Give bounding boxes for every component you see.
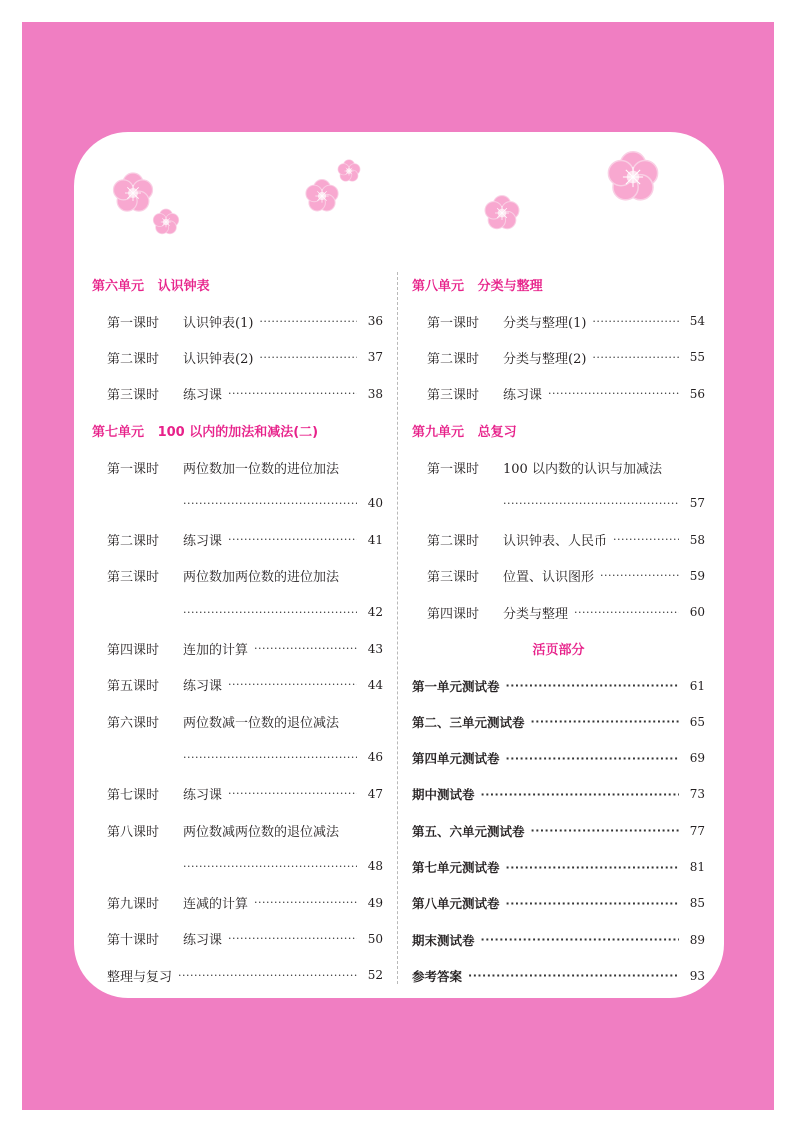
page-number: 55 — [689, 350, 705, 365]
unit-7-heading: 第七单元 100 以内的加法和减法(二) — [92, 424, 319, 440]
toc-entry-test[interactable] — [412, 776, 705, 812]
test-title: 第一单元测试卷 — [412, 678, 500, 694]
lesson-number: 第一课时 — [427, 461, 480, 477]
page-number: 77 — [689, 823, 705, 838]
page-number: 59 — [689, 568, 705, 583]
lesson-title: 认识钟表、人民币 — [503, 534, 608, 550]
toc-entry[interactable] — [92, 921, 383, 957]
test-title: 第八单元测试卷 — [412, 896, 500, 912]
dot-leader — [183, 497, 357, 510]
toc-entry[interactable] — [92, 776, 383, 812]
lesson-number: 第三课时 — [427, 570, 480, 586]
toc-entry-test[interactable] — [412, 704, 705, 740]
page-number: 57 — [689, 496, 705, 511]
test-title: 期末测试卷 — [412, 932, 475, 948]
plum-blossom-icon — [604, 148, 662, 206]
dot-leader — [574, 606, 679, 619]
lesson-number: 第五课时 — [107, 679, 160, 695]
toc-entry[interactable] — [412, 594, 705, 630]
lesson-number: 第三课时 — [107, 388, 160, 404]
lesson-number: 第二课时 — [427, 351, 480, 367]
loose-leaf-heading: 活页部分 — [532, 643, 585, 659]
test-title: 第四单元测试卷 — [412, 751, 500, 767]
test-title: 参考答案 — [412, 968, 463, 984]
lesson-number: 第三课时 — [427, 388, 480, 404]
toc-entry-continuation[interactable] — [92, 739, 383, 775]
dot-leader — [600, 569, 679, 582]
lesson-title: 练习课 — [183, 933, 223, 949]
page-number: 93 — [689, 968, 705, 983]
dot-leader — [254, 896, 357, 909]
page-number: 46 — [367, 750, 383, 765]
lesson-title: 认识钟表(1) — [183, 315, 254, 331]
page-number: 37 — [367, 350, 383, 365]
dot-leader — [259, 315, 357, 328]
lesson-number: 第八课时 — [107, 824, 160, 840]
dot-leader — [592, 315, 679, 328]
page-number: 58 — [689, 532, 705, 547]
page-number: 81 — [689, 860, 705, 874]
toc-entry[interactable] — [92, 667, 383, 703]
toc-entry-test[interactable] — [412, 667, 705, 703]
dot-leader — [178, 969, 357, 982]
plum-blossom-icon — [151, 207, 181, 237]
dot-leader — [506, 861, 679, 874]
lesson-number: 第四课时 — [107, 643, 160, 659]
lesson-title: 位置、认识图形 — [503, 570, 595, 586]
lesson-title: 连加的计算 — [183, 643, 249, 659]
lesson-number: 第一课时 — [107, 461, 160, 477]
lesson-number: 第九课时 — [107, 897, 160, 913]
page-number: 56 — [689, 386, 705, 401]
lesson-number: 第三课时 — [107, 570, 160, 586]
lesson-title: 100 以内数的认识与加减法 — [503, 461, 662, 477]
lesson-title: 分类与整理 — [503, 606, 569, 622]
toc-entry[interactable] — [92, 884, 383, 920]
dot-leader — [183, 751, 357, 764]
page-number: 73 — [689, 787, 705, 802]
review-title: 整理与复习 — [107, 969, 173, 985]
dot-leader — [531, 824, 679, 837]
toc-entry[interactable] — [92, 376, 383, 412]
unit-8-heading: 第八单元 分类与整理 — [412, 279, 543, 294]
toc-entry[interactable] — [412, 303, 705, 339]
unit-6-heading: 第六单元 认识钟表 — [92, 279, 210, 294]
lesson-number: 第一课时 — [107, 315, 160, 331]
dot-leader — [503, 497, 679, 510]
lesson-title: 练习课 — [183, 388, 223, 404]
toc-entry-test[interactable] — [412, 740, 705, 776]
toc-entry[interactable] — [92, 703, 383, 739]
plum-blossom-icon — [110, 170, 156, 216]
page-number: 61 — [689, 678, 705, 693]
dot-leader — [506, 897, 679, 910]
page-number: 40 — [367, 496, 383, 511]
lesson-title: 两位数减一位数的退位减法 — [183, 715, 340, 731]
page-number: 44 — [367, 677, 383, 692]
dot-leader — [481, 933, 679, 946]
dot-leader — [468, 969, 679, 982]
lesson-number: 第二课时 — [107, 534, 160, 550]
page-number: 41 — [367, 532, 383, 547]
page-number: 85 — [689, 896, 705, 911]
lesson-title: 认识钟表(2) — [183, 351, 254, 367]
lesson-title: 分类与整理(1) — [503, 315, 587, 331]
dot-leader — [259, 351, 357, 364]
lesson-number: 第七课时 — [107, 788, 160, 804]
dot-leader — [228, 387, 357, 400]
dot-leader — [506, 752, 679, 765]
plum-blossom-icon — [482, 193, 522, 233]
toc-entry[interactable] — [92, 521, 383, 557]
unit-9-heading: 第九单元 总复习 — [412, 424, 517, 440]
dot-leader — [592, 351, 679, 364]
toc-right-column — [412, 266, 705, 994]
dot-leader — [228, 533, 357, 546]
column-divider — [397, 272, 398, 984]
toc-entry[interactable] — [412, 449, 705, 485]
lesson-number: 第六课时 — [107, 715, 160, 731]
toc-entry-test[interactable] — [412, 849, 705, 885]
plum-blossom-icon — [336, 158, 362, 184]
toc-left-column — [92, 266, 383, 993]
dot-leader — [481, 788, 679, 801]
toc-entry[interactable] — [92, 303, 383, 339]
page-number: 54 — [689, 314, 705, 329]
lesson-title: 练习课 — [503, 388, 543, 404]
lesson-title: 两位数加一位数的进位加法 — [183, 461, 340, 477]
lesson-title: 练习课 — [183, 679, 223, 695]
dot-leader — [228, 787, 357, 800]
test-title: 第七单元测试卷 — [412, 860, 500, 875]
toc-entry-continuation[interactable] — [92, 594, 383, 630]
lesson-title: 两位数减两位数的退位减法 — [183, 824, 340, 840]
page-number: 47 — [367, 786, 383, 801]
toc-entry-test[interactable] — [412, 958, 705, 994]
toc-entry-test[interactable] — [412, 921, 705, 957]
lesson-title: 练习课 — [183, 534, 223, 550]
page-number: 89 — [689, 932, 705, 947]
dot-leader — [548, 387, 679, 400]
page-number: 38 — [367, 386, 383, 401]
page-number: 48 — [367, 859, 383, 874]
lesson-number: 第十课时 — [107, 933, 160, 949]
toc-entry-review[interactable] — [92, 957, 383, 993]
dot-leader — [228, 678, 357, 691]
dot-leader — [613, 533, 679, 546]
page-number: 60 — [689, 605, 705, 620]
test-title: 第五、六单元测试卷 — [412, 823, 525, 839]
toc-entry[interactable] — [92, 339, 383, 375]
dot-leader — [183, 606, 357, 619]
lesson-title: 连减的计算 — [183, 897, 249, 913]
test-title: 期中测试卷 — [412, 787, 475, 803]
toc-entry[interactable] — [412, 558, 705, 594]
page-number: 69 — [689, 751, 705, 766]
lesson-title: 练习课 — [183, 788, 223, 804]
page-number: 42 — [367, 605, 383, 620]
toc-entry[interactable] — [412, 339, 705, 375]
dot-leader — [183, 860, 357, 873]
lesson-title: 两位数加两位数的进位加法 — [183, 570, 340, 586]
lesson-number: 第一课时 — [427, 315, 480, 331]
toc-entry-continuation[interactable] — [92, 848, 383, 884]
lesson-number: 第二课时 — [107, 351, 160, 367]
page-number: 65 — [689, 714, 705, 729]
toc-entry[interactable] — [92, 812, 383, 848]
toc-entry[interactable] — [412, 376, 705, 412]
toc-entry-test[interactable] — [412, 885, 705, 921]
dot-leader — [228, 932, 357, 945]
dot-leader — [506, 679, 679, 692]
toc-entry-continuation[interactable] — [412, 485, 705, 521]
lesson-number: 第四课时 — [427, 606, 480, 622]
toc-entry[interactable] — [92, 630, 383, 666]
toc-entry-continuation[interactable] — [92, 485, 383, 521]
page-number: 52 — [367, 968, 383, 983]
page-number: 43 — [367, 641, 383, 656]
toc-entry[interactable] — [92, 558, 383, 594]
toc-entry[interactable] — [412, 521, 705, 557]
toc-entry-test[interactable] — [412, 813, 705, 849]
lesson-title: 分类与整理(2) — [503, 351, 587, 367]
page-number: 49 — [367, 895, 383, 910]
page-number: 36 — [367, 314, 383, 329]
test-title: 第二、三单元测试卷 — [412, 714, 525, 730]
dot-leader — [254, 642, 357, 655]
dot-leader — [531, 715, 679, 728]
toc-entry[interactable] — [92, 449, 383, 485]
lesson-number: 第二课时 — [427, 534, 480, 550]
page-number: 50 — [367, 931, 383, 946]
